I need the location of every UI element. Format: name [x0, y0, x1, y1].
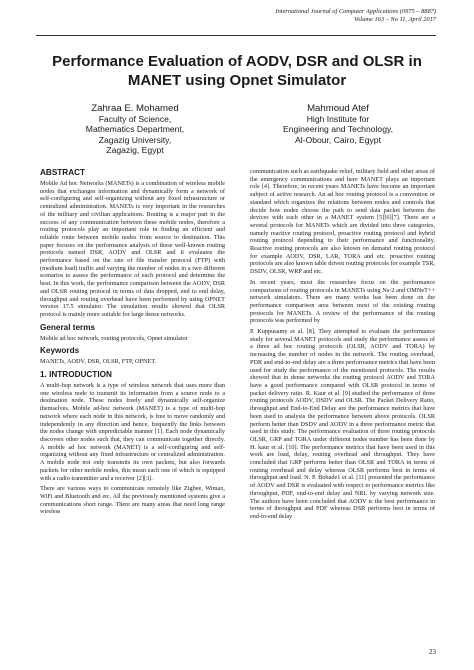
title-line-1: Performance Evaluation of AODV, DSR and OLSR in — [52, 53, 422, 70]
general-terms-text: Mobile ad hoc network, routing protocols, Opnet simulator — [40, 334, 188, 342]
paper-title — [40, 52, 434, 90]
intro-paragraph: A multi-hop network is a type of wireless network that uses more than one wireless node to transmit its information from a source node to a destination node. These nodes freely and dynamically self-organize themselves. Mobile ad-hoc network (MANET) is a type of multi-hop network where each node in this network, is free to move randomly and independently in any direction and hence, frequently the links between the nodes change with unpredictable manner [1]. Each node dynamically discovers other nodes such that, they can communicate together directly. A mobile ad hoc network (MANET) is a self-configuring and self-organizing without any fixed infrastructure or centralized administration. A mobile node not only transmits its own packets, but also forwards packets for other mobile nodes, this mean each one of which is equipped with a radio transmitter and a receiver [2][3]. — [40, 382, 225, 482]
author-affiliation-line: Faculty of Science, — [98, 114, 172, 125]
author-affiliation-line: Engineering and Technology, — [282, 124, 394, 135]
journal-name: International Journal of Computer Applications (0975 – 8887) — [275, 8, 436, 15]
author-affiliation-line: High Institute for — [306, 114, 370, 125]
keywords-heading: Keywords — [40, 346, 80, 356]
header-rule — [36, 35, 436, 36]
abstract-heading: ABSTRACT — [40, 168, 86, 177]
keywords-text: MANETs, AODV, DSR, OLSR, FTP, OPNET. — [40, 358, 157, 366]
author-affiliation-line: Zagazig, Egypt — [106, 144, 164, 155]
author-affiliation-line: Al-Obour, Cairo, Egypt — [295, 134, 381, 145]
abstract-text: Mobile Ad hoc Networks (MANETs) is a combination of wireless mobile nodes that exchanges information and dynamically form a network of self-configuring and self-organizing without any fixed infrastructure or centralized administration. MANETs is very important in the researches of the military and civilian applications. Routing is a major part in the success of any communication between these mobile nodes, therefore a routing protocols play an important role in finding an efficient and reliable route between mobile nodes from source to destination. This paper focuses on the performance analysis of these well-known routing protocols named DSR, AODV and OLSR and it evaluates the performance based on the rate of file transfer protocol (FTP) with (medium load) traffic and varying the number of nodes in a two different scenarios to assess the performance of each protocol and determine the best. In this work, the performance comparison between the AODV, DSR and OLSR routing protocol in terms of data dropped, end to end delay, throughput and routing overhead have been performed by using OPNET version 17.5 simulator. The simulation results showed that OLSR protocol is mainly more suitable for large dense networks. — [40, 180, 225, 318]
body-paragraph: In recent years, most the researches focus on the performance comparisons of routing protocols in MANETs using Ns-2 and OMNeT++ network simulators. There are many works has been done on the performance comparison area between most of the existing routing protocols for MANETs. A review of the performance of the routing protocols was performed by — [250, 278, 435, 325]
intro-paragraph: There are various ways to communicate remotely like Zigbee, Wimax, WiFi and Bluetooth and etc. All the previously mentioned systems give a communications short range. There are many areas that need long range wireless — [40, 485, 225, 516]
author-name: Zahraa E. Mohamed — [91, 103, 179, 114]
body-paragraph: communication such as earthquake relief, military field and other areas of the emergency communications and here MANET plays an important role [4]. Therefore, in recent years MANETs have become an important subject of active research. An ad hoc routing protocol is a convention or standard which organizes the relations between nodes and controls that decide how nodes choose the path to send data packet between the devices with each other in a MANET system [5][6][7]. There are a several protocols for MANETs which are divided into three categories, namely reactive routing protocol, proactive routing protocol and hybrid routing protocol depending to their performance and functionality. Reactive routing protocols are also known on demand routing protocol for example AODV, DSR, LAR, TORA and etc. proactive routing protocols are also known table driven routing protocols for example TSR, DSDV, OLSR, WRP and etc. — [250, 168, 435, 276]
author-name: Mahmoud Atef — [307, 103, 369, 114]
author-2 — [253, 104, 423, 145]
page-number: 23 — [429, 648, 436, 656]
title-line-2: MANET using Opnet Simulator — [127, 72, 347, 89]
author-affiliation-line: Mathematics Department, — [85, 124, 185, 135]
author-affiliation-line: Zagazig University, — [98, 134, 172, 145]
author-1 — [50, 104, 220, 155]
general-terms-heading: General terms — [40, 322, 96, 332]
introduction-heading: 1. INTRODUCTION — [40, 370, 112, 380]
right-column — [250, 168, 435, 524]
left-column — [40, 168, 225, 519]
body-paragraph: P. Kuppusamy et al. [8]. They attempted to evaluate the performance study for several MANET protocols and study the performance assess of a three ad hoc routing protocols (OLSR, AODV and TORA) by increasing the number of nodes in the network. The routing overhead, PDR and end-to-end delay are a three performance metrics that have been used for study the performance of the mentioned protocols. The results showed that in dense networks the routing protocol AODV and TORA have a good performance compared with OLSR protocol in terms of packet delivery ratio. R. Kaur et al. [9] studied the performance of three routing protocols AODV, DSDV and OLSR. The Packet Delivery Ratio, throughput and End-to-End Delay are the performance metrics that have been used to analysis the performance between above protocols. OLSR perform better than DSDV and AODV in a three performance metric that used in this study. The performance evaluation of three routing protocols OLSR, GRP and TORA under different nodes number has been done by H. kaur et al. [10]. The performance metrics that have been used in this work are load, delay, routing overhead and throughput. They have concluded that GRP performs better than OLSR and TORA in terms of routing overhead and delay whereas OLSR performs best in terms of throughput and load. N. P. Bobade1 et al. [11] presented the performance of AODV and DSR is evaluated with respect to performance metrics like throughput, PDF, end-to-end delay and NRL by varying network size. The authors have been concluded that AODV is the best performance in terms of throughput and PDF whereas DSR performs best in terms of end-to-end delay — [250, 328, 435, 520]
running-header — [275, 8, 436, 24]
volume-info: Volume 163 – No 11, April 2017 — [354, 16, 436, 23]
